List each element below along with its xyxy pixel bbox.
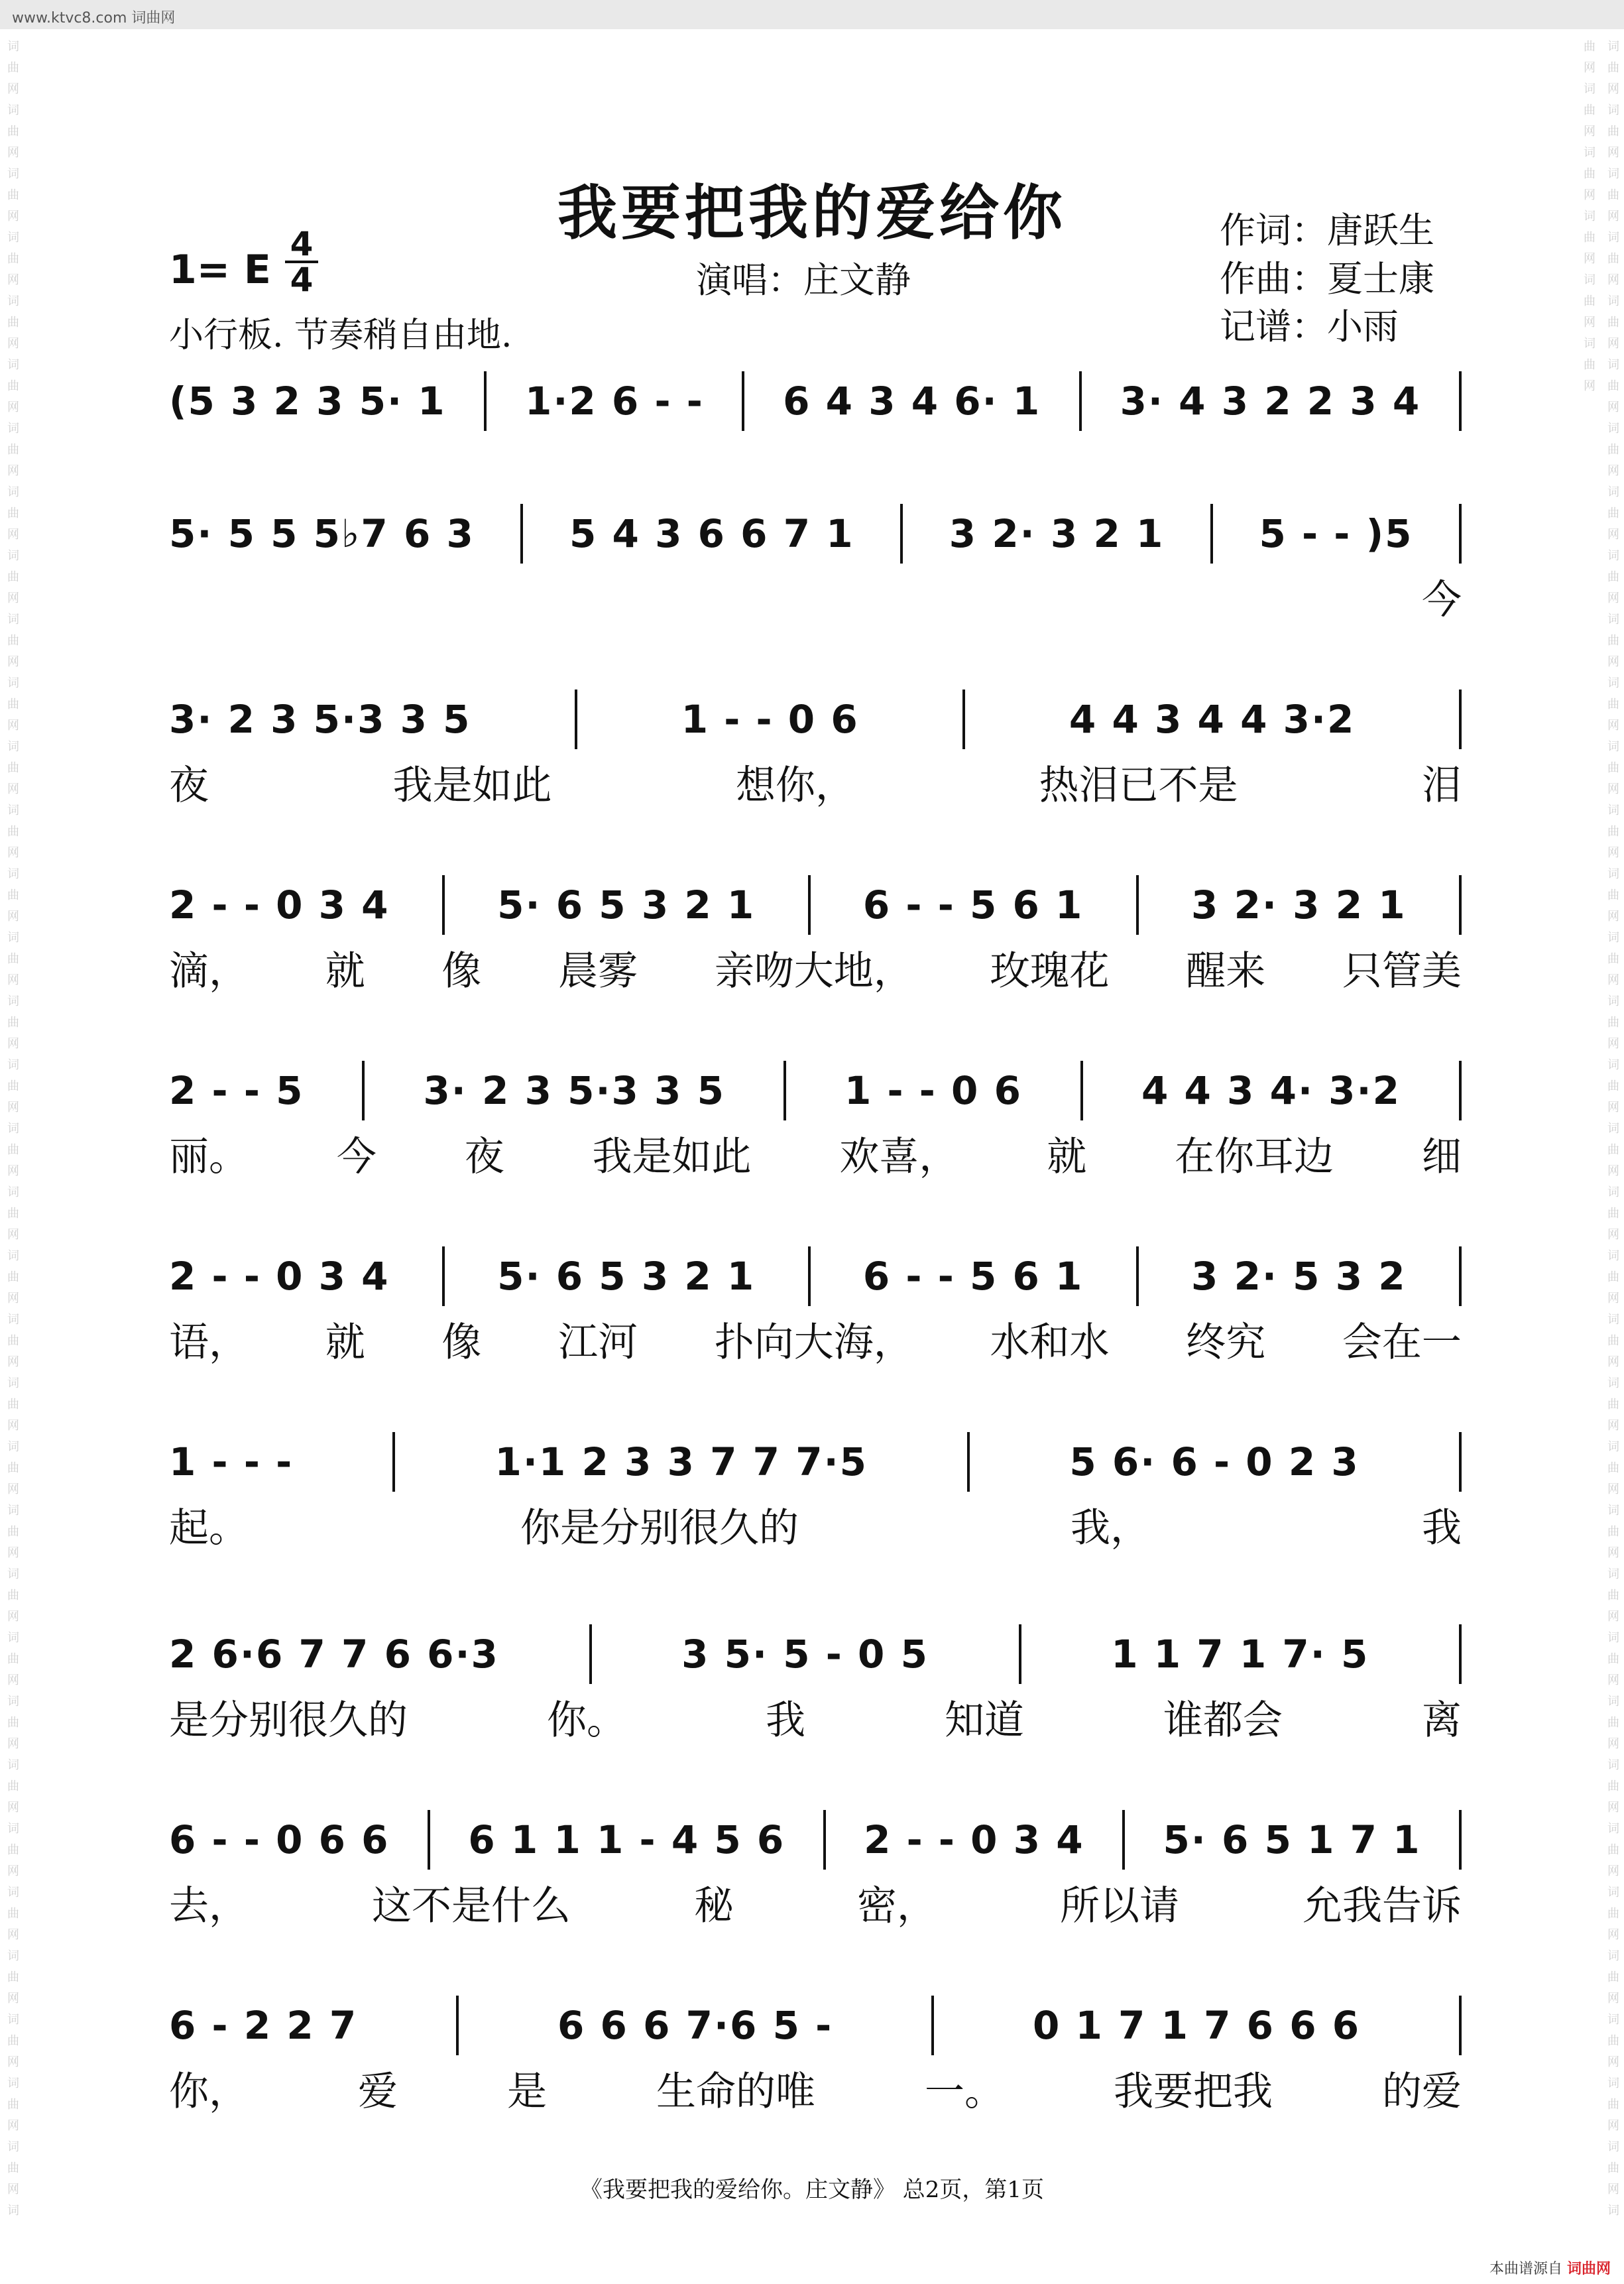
- measure: 4 4 3 4· 3·2: [1141, 1068, 1401, 1113]
- measure: 1 - - 0 6: [844, 1068, 1022, 1113]
- lyric: 去，: [169, 1883, 249, 1929]
- source-credit-text: 本曲谱源自: [1489, 2261, 1562, 2277]
- barline: [1210, 504, 1213, 564]
- lyric: 生命的唯: [656, 2069, 815, 2115]
- lyrics-row: [169, 1691, 1462, 1744]
- lyrics-row: [169, 1876, 1462, 1929]
- lyrics-row: [169, 1498, 1462, 1551]
- measure: 1 1 7 1 7· 5: [1111, 1632, 1369, 1677]
- notation-row: [169, 690, 1462, 749]
- notation-row: [169, 875, 1462, 935]
- measure: 5· 6 5 1 7 1: [1163, 1817, 1421, 1862]
- barline: [1459, 1810, 1462, 1870]
- barline: [931, 1996, 934, 2055]
- notation-row: [169, 1810, 1462, 1870]
- measure: 1 - - 0 6: [681, 697, 859, 742]
- lyric: 离: [1422, 1697, 1462, 1744]
- barline: [484, 371, 487, 431]
- measure: 5· 6 5 3 2 1: [497, 882, 756, 928]
- lyric: 密，: [857, 1883, 937, 1929]
- measure: 6 6 6 7·6 5 -: [557, 2003, 833, 2048]
- lyric: 你。: [547, 1697, 626, 1744]
- barline: [1459, 1246, 1462, 1306]
- site-name: 词曲网: [131, 10, 176, 27]
- measure: 1·2 6 - -: [524, 379, 704, 424]
- tempo-marking: 小行板. 节奏稍自由地.: [169, 316, 512, 355]
- lyric: 夜: [169, 762, 209, 809]
- measure: 3· 2 3 5·3 3 5: [169, 697, 471, 742]
- measure: 6 - 2 2 7: [169, 2003, 358, 2048]
- lyric: 是: [507, 2069, 547, 2115]
- measure: 5· 6 5 3 2 1: [497, 1254, 756, 1299]
- lyrics-row: [169, 941, 1462, 994]
- lyric: 像: [441, 1319, 482, 1366]
- measure: 6 - - 5 6 1: [862, 882, 1084, 928]
- lyric: 终究: [1186, 1319, 1266, 1366]
- lyric: 语，: [169, 1319, 249, 1366]
- lyric: 亲吻大地，: [714, 948, 913, 994]
- barline: [808, 875, 811, 935]
- lyric: 今: [336, 1134, 377, 1180]
- lyrics-row: [169, 2062, 1462, 2115]
- notation-row: [169, 1432, 1462, 1492]
- barline: [1459, 504, 1462, 564]
- top-strip: [0, 0, 1624, 29]
- measure: 4 4 3 4 4 3·2: [1069, 697, 1356, 742]
- barline: [1459, 1061, 1462, 1120]
- lyric: 谁都会: [1163, 1697, 1283, 1744]
- measure: 1 - - -: [169, 1439, 294, 1484]
- source-credit: [1489, 2257, 1611, 2278]
- barline: [783, 1061, 786, 1120]
- barline: [456, 1996, 459, 2055]
- measure: 3 2· 5 3 2: [1191, 1254, 1407, 1299]
- lyric: 我: [766, 1697, 805, 1744]
- lyric: 就: [1047, 1134, 1087, 1180]
- measure: 2 - - 0 3 4: [169, 882, 390, 928]
- barline: [392, 1432, 395, 1492]
- barline: [1079, 371, 1082, 431]
- lyric: 欢喜，: [839, 1134, 959, 1180]
- notation-row: [169, 1996, 1462, 2055]
- measure: 3 5· 5 - 0 5: [681, 1632, 929, 1677]
- lyricist-credit: 作词：唐跃生: [1220, 210, 1434, 251]
- lyric: 晨雾: [558, 948, 638, 994]
- lyric: 我要把我: [1114, 2069, 1273, 2115]
- lyric: 只管美: [1342, 948, 1462, 994]
- site-header: [12, 7, 175, 27]
- barline: [1459, 875, 1462, 935]
- lyric: 我是如此: [592, 1134, 752, 1180]
- barline: [823, 1810, 826, 1870]
- left-watermark-strip: 词曲网词曲网词曲网词曲网词曲网词曲网词曲网词曲网词曲网词曲网词曲网词曲网词曲网词曲网词曲网词曲网词曲网词曲网词曲网词曲网词曲网词曲网词曲网词曲网词曲网词曲网词曲网词曲网词曲网词曲网词曲网词曲网词曲网词曲网词: [5, 40, 19, 2225]
- barline: [967, 1432, 970, 1492]
- barline: [1122, 1810, 1125, 1870]
- barline: [442, 875, 445, 935]
- lyric: 我，: [1071, 1505, 1150, 1551]
- lyric: 热泪已不是: [1039, 762, 1238, 809]
- time-signature: [285, 225, 318, 299]
- barline: [1136, 875, 1139, 935]
- lyric: 水和水: [990, 1319, 1110, 1366]
- notation-row: [169, 504, 1462, 564]
- barline: [520, 504, 523, 564]
- lyric: 知道: [945, 1697, 1024, 1744]
- barline: [962, 690, 965, 749]
- lyric: 夜: [464, 1134, 504, 1180]
- measure: 3· 2 3 5·3 3 5: [423, 1068, 725, 1113]
- lyric: 就: [325, 948, 365, 994]
- measure: 2 - - 0 3 4: [864, 1817, 1084, 1862]
- barline: [1080, 1061, 1083, 1120]
- right-watermark-strip: 词曲网词曲网词曲网词曲网词曲网词曲网词曲网词曲网词曲网词曲网词曲网词曲网词曲网词曲网词曲网词曲网词曲网词曲网词曲网词曲网词曲网词曲网词曲网词曲网词曲网词曲网词曲网词曲网词曲网词曲网词曲网词曲网词曲网词曲网词曲网词曲网词曲网词曲网词曲网词曲网: [1582, 40, 1619, 2225]
- composer-credit: 作曲：夏士康: [1220, 258, 1434, 300]
- page-footer: 《我要把我的爱给你。庄文静》 总2页，第1页: [579, 2177, 1045, 2203]
- lyric: 玫瑰花: [990, 948, 1110, 994]
- lyrics-row: [169, 1313, 1462, 1366]
- barline: [1019, 1624, 1021, 1684]
- lyric: 细: [1421, 1134, 1462, 1180]
- measure: 3 2· 3 2 1: [949, 511, 1165, 556]
- lyric: 会在一: [1342, 1319, 1462, 1366]
- measure: 6 4 3 4 6· 1: [783, 379, 1041, 424]
- barline: [1459, 690, 1462, 749]
- lyric: 想你，: [736, 762, 855, 809]
- lyric: 我: [1422, 1505, 1462, 1551]
- lyrics-row: [169, 570, 1462, 623]
- lyric: 你，: [169, 2069, 249, 2115]
- lyric: 今: [1422, 577, 1462, 623]
- lyric: 是分别很久的: [169, 1697, 408, 1744]
- notation-row: [169, 1061, 1462, 1120]
- barline: [428, 1810, 430, 1870]
- barline: [1459, 371, 1462, 431]
- measure: 5 4 3 6 6 7 1: [569, 511, 854, 556]
- barline: [1136, 1246, 1139, 1306]
- lyric: 丽。: [169, 1134, 249, 1180]
- lyric: 所以请: [1060, 1883, 1179, 1929]
- lyric: 就: [325, 1319, 365, 1366]
- barline: [1459, 1432, 1462, 1492]
- measure: 6 - - 5 6 1: [862, 1254, 1084, 1299]
- lyrics-row: [169, 756, 1462, 809]
- measure: 6 - - 0 6 6: [169, 1817, 390, 1862]
- key-signature: 1= E: [169, 247, 271, 293]
- lyric: 泪: [1422, 762, 1462, 809]
- lyric: 秘: [694, 1883, 734, 1929]
- measure: 2 6·6 7 7 6 6·3: [169, 1632, 499, 1677]
- barline: [589, 1624, 592, 1684]
- notation-row: [169, 1624, 1462, 1684]
- measure: 3 2· 3 2 1: [1191, 882, 1407, 928]
- lyric: 像: [441, 948, 482, 994]
- notation-row: [169, 1246, 1462, 1306]
- barline: [575, 690, 577, 749]
- barline: [742, 371, 744, 431]
- lyric: 爱: [358, 2069, 398, 2115]
- barline: [1459, 1624, 1462, 1684]
- measure: 5· 5 5 5♭7 6 3: [169, 511, 475, 556]
- lyric: 滴，: [169, 948, 249, 994]
- measure: 1·1 2 3 3 7 7 7·5: [494, 1439, 868, 1484]
- lyric: 我是如此: [392, 762, 552, 809]
- lyric: 扑向大海，: [714, 1319, 913, 1366]
- transcriber-credit: 记谱：小雨: [1220, 306, 1399, 347]
- lyric: 的爱: [1382, 2069, 1462, 2115]
- time-signature-top: 4: [290, 225, 314, 263]
- measure: 2 - - 5: [169, 1068, 304, 1113]
- lyric: 这不是什么: [372, 1883, 571, 1929]
- measure: 0 1 7 1 7 6 6 6: [1032, 2003, 1361, 2048]
- lyric: 一。: [925, 2069, 1004, 2115]
- barline: [808, 1246, 811, 1306]
- measure: 5 6· 6 - 0 2 3: [1069, 1439, 1360, 1484]
- lyrics-row: [169, 1127, 1462, 1180]
- barline: [900, 504, 903, 564]
- barline: [442, 1246, 445, 1306]
- lyric: 你是分别很久的: [520, 1505, 799, 1551]
- measure: 3· 4 3 2 2 3 4: [1120, 379, 1421, 424]
- lyric: 允我告诉: [1303, 1883, 1462, 1929]
- source-credit-brand: 词曲网: [1566, 2261, 1611, 2277]
- lyric: 在你耳边: [1175, 1134, 1334, 1180]
- lyric: 江河: [558, 1319, 638, 1366]
- measure: 2 - - 0 3 4: [169, 1254, 390, 1299]
- measure: (5 3 2 3 5· 1: [169, 379, 446, 424]
- barline: [1459, 1996, 1462, 2055]
- measure: 5 - - )5: [1259, 511, 1413, 556]
- lyric: 醒来: [1186, 948, 1266, 994]
- singer-credit: 演唱：庄文静: [696, 259, 911, 301]
- measure: 6 1 1 1 - 4 5 6: [468, 1817, 785, 1862]
- lyric: 起。: [169, 1505, 249, 1551]
- time-signature-bottom: 4: [290, 261, 314, 299]
- notation-row: [169, 371, 1462, 431]
- song-title: 我要把我的爱给你: [557, 178, 1067, 248]
- site-url: www.ktvc8.com: [12, 10, 127, 27]
- barline: [362, 1061, 365, 1120]
